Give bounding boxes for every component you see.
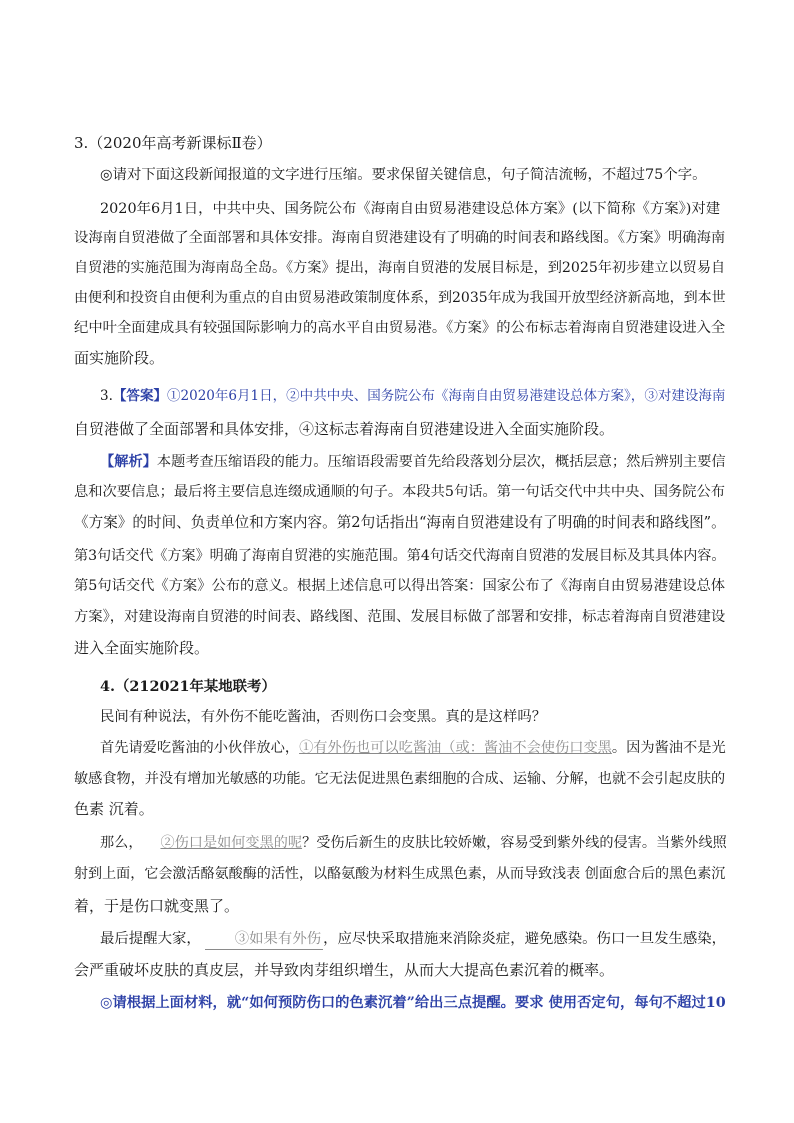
blank-answer-1: ①有外伤也可以吃酱油（或：酱油不会使伤口变黑 — [299, 740, 612, 756]
analysis-text: 本题考查压缩语段的能力。压缩语段需要首先给段落划分层次，概括层意；然后辨别主要信 — [156, 454, 726, 470]
q4-paragraph-1: 民间有种说法，有外伤不能吃酱油，否则伤口会变黑。真的是这样吗？ — [100, 709, 547, 725]
q3-analysis-line: 息和次要信息；最后将主要信息连缀成通顺的句子。本段共5句话。第一句话交代中共中央、国务院公布 — [74, 484, 726, 500]
p3-before: 那么， — [100, 835, 143, 851]
q4-paragraph-3-line: 着，于是伤口就变黑了。 — [74, 897, 240, 915]
q4-instruction: ◎请根据上面材料，就“如何预防伤口的色素沉着”给出三点提醒。要求 使用否定句，每句不超过10 — [100, 995, 726, 1011]
q3-answer-line2: 自贸港做了全面部署和具体安排，④这标志着海南自贸港建设进入全面实施阶段。 — [74, 420, 615, 438]
q3-passage-line: 2020年6月1日，中共中央、国务院公布《海南自由贸易港建设总体方案》(以下简称《方案》)对建 — [100, 201, 721, 217]
q3-analysis-line: 第3句话交代《方案》明确了海南自贸港的实施范围。第4句话交代海南自贸港的发展目标及其具体内容。 — [74, 548, 726, 564]
q3-analysis-line: 第5句话交代《方案》公布的意义。根据上述信息可以得出答案：国家公布了《海南自由贸易港建设总体 — [74, 578, 726, 594]
q3-passage-line: 设海南自贸港做了全面部署和具体安排。海南自贸港建设有了明确的时间表和路线图。《方案》明确海南 — [74, 230, 726, 246]
q3-passage-line: 自贸港的实施范围为海南岛全岛。《方案》提出，海南自贸港的发展目标是，到2025年初步建立以贸易自 — [74, 260, 726, 276]
q3-analysis-line: 方案》，对建设海南自贸港的时间表、路线图、范围、发展目标做了部署和安排，标志着海南自贸港建设 — [74, 609, 726, 625]
q4-paragraph-2-line: 敏感食物，并没有增加光敏感的功能。它无法促进黑色素细胞的合成、运输、分解，也就不会引起皮肤的 — [74, 771, 726, 787]
q4-paragraph-4-line: 会严重破坏皮肤的真皮层，并导致肉芽组织增生，从而大大提高色素沉着的概率。 — [74, 961, 615, 979]
q3-passage-line: 纪中叶全面建成具有较强国际影响力的高水平自由贸易港。《方案》的公布标志着海南自贸港建设进入全 — [74, 320, 726, 336]
q4-paragraph-4 — [100, 929, 752, 950]
q4-paragraph-2-line: 色素 沉着。 — [74, 800, 154, 818]
blank-answer-2: ②伤口是如何变黑的呢 — [160, 835, 303, 851]
p4-before: 最后提醒大家， — [100, 931, 201, 947]
q3-passage-line: 由便利和投资自由便利为重点的自由贸易港政策制度体系，到2035年成为我国开放型经济新高地，到本世 — [74, 290, 726, 306]
q4-paragraph-2 — [100, 738, 752, 758]
p3-after: ？受伤后新生的皮肤比较娇嫩，容易受到紫外线的侵害。当紫外线照 — [302, 835, 727, 851]
q3-heading: 3.（2020年高考新课标Ⅱ卷） — [74, 134, 272, 152]
q3-analysis-line: 进入全面实施阶段。 — [74, 639, 210, 657]
q3-passage-line: 面实施阶段。 — [74, 349, 165, 367]
answer-tag: 【答案】 — [112, 388, 167, 404]
answer-text: ①2020年6月1日，②中共中央、国务院公布《海南自由贸易港建设总体方案》，③对建设海南 — [166, 388, 726, 404]
q3-answer — [100, 386, 752, 406]
q4-heading: 4.（212021年某地联考） — [100, 678, 276, 695]
blank-answer-3: ③如果有外伤 — [205, 929, 323, 950]
p2-before: 首先请爱吃酱油的小伙伴放心， — [100, 740, 300, 756]
q3-analysis-line: 《方案》的时间、负责单位和方案内容。第2句话指出“海南自贸港建设有了明确的时间表和路线图”。 — [74, 514, 726, 531]
q3-instruction: ◎请对下面这段新闻报道的文字进行压缩。要求保留关键信息，句子简洁流畅，不超过75个字。 — [100, 167, 707, 183]
p2-after: 。因为酱油不是光 — [611, 740, 726, 756]
analysis-tag: 【解析】 — [100, 454, 157, 470]
q3-analysis — [100, 452, 752, 472]
answer-number: 3. — [100, 388, 113, 404]
p4-after: ，应尽快采取措施来消除炎症，避免感染。伤口一旦发生感染， — [323, 931, 727, 947]
q4-paragraph-3-line: 射到上面，它会激活酪氨酸酶的活性，以酪氨酸为材料生成黑色素，从而导致浅表 创面愈合后的黑色素沉 — [74, 866, 726, 882]
q4-paragraph-3 — [100, 833, 752, 853]
